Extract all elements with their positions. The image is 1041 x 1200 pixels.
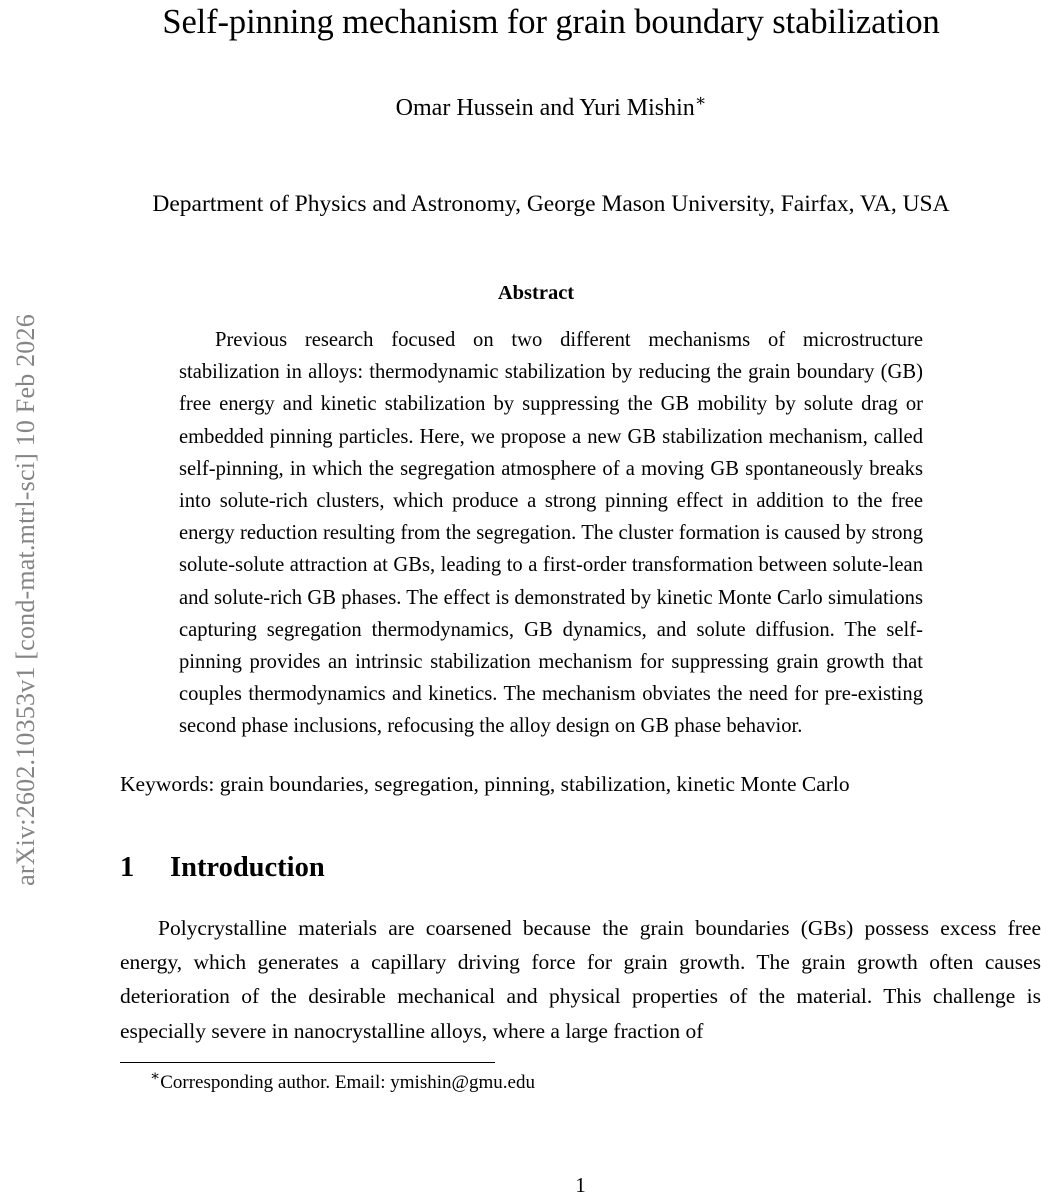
author-names: Omar Hussein and Yuri Mishin xyxy=(395,95,695,121)
page-title: Self-pinning mechanism for grain boundary stabilization xyxy=(162,3,940,41)
page-number: 1 xyxy=(575,1173,586,1197)
affiliation: Department of Physics and Astronomy, George Mason University, Fairfax, VA, USA xyxy=(152,191,950,217)
corresponding-author-marker: ∗ xyxy=(694,91,707,110)
abstract-heading: Abstract xyxy=(497,282,575,304)
section-heading-introduction xyxy=(120,851,982,885)
footnote-text xyxy=(120,1070,1041,1096)
abstract-body: Previous research focused on two different mechanisms of microstructure stabilization in alloys: thermodynamic stabilization by reducing the grain boundary (GB) free energy and kinetic stabilization by suppressing the GB mobility by solute drag or embedded pinning particles. Here, we propose a new GB stabilization mechanism, called self-pinning, in which the segregation atmosphere of a moving GB spontaneously breaks into solute-rich clusters, which produce a strong pinning effect in addition to the free energy reduction resulting from the segregation. The cluster formation is caused by strong solute-solute attraction at GBs, leading to a first-order transformation between solute-lean and solute-rich GB phases. The effect is demonstrated by kinetic Monte Carlo simulations capturing segregation thermodynamics, GB dynamics, and solute diffusion. The self-pinning provides an intrinsic stabilization mechanism for suppressing grain growth that couples thermodynamics and kinetics. The mechanism obviates the need for pre-existing second phase inclusions, refocusing the alloy design on GB phase behavior. xyxy=(179,329,923,738)
footnote-content: Corresponding author. Email: ymishin@gmu.edu xyxy=(160,1072,535,1093)
footnote-separator-rule xyxy=(120,1062,495,1063)
abstract-section xyxy=(120,281,923,743)
introduction-body: Polycrystalline materials are coarsened because the grain boundaries (GBs) possess excess free energy, which generates a capillary driving force for grain growth. The grain growth often causes deterioration of the desirable mechanical and physical properties of the material. This challenge is especially severe in nanocrystalline alloys, where a large fraction of xyxy=(120,915,1041,1043)
section-title: Introduction xyxy=(170,851,325,883)
author-list xyxy=(120,93,982,123)
arxiv-identifier-stamp xyxy=(0,0,52,1200)
footnote-marker: ∗ xyxy=(150,1068,161,1085)
keywords: Keywords: grain boundaries, segregation, pinning, stabilization, kinetic Monte Carlo xyxy=(120,771,850,796)
footnote-area xyxy=(120,1062,1041,1096)
paper-page xyxy=(120,0,1041,1200)
arxiv-identifier-text: arXiv:2602.10353v1 [cond-mat.mtrl-sci] 10 Feb 2026 xyxy=(11,314,40,886)
section-number: 1 xyxy=(120,851,135,883)
